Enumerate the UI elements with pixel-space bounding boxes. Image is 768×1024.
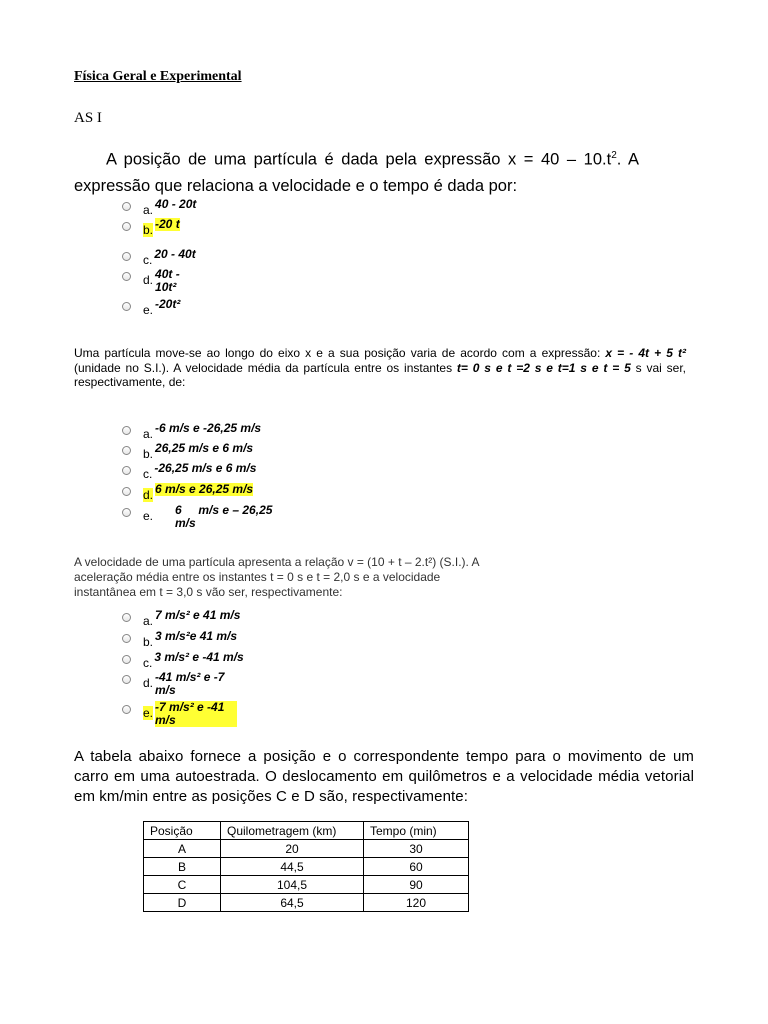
- option-letter: b.: [143, 447, 154, 461]
- option-letter: c.: [143, 656, 153, 670]
- option-text: 26,25 m/s e 6 m/s: [155, 441, 254, 455]
- option-letter: d.: [143, 273, 154, 287]
- q1-option-d[interactable]: [122, 268, 189, 294]
- table-row: [144, 840, 469, 858]
- table-header-row: [144, 822, 469, 840]
- q3-option-c[interactable]: [122, 651, 244, 670]
- option-text: 6 m/s e – 26,25 m/s: [175, 503, 276, 530]
- option-text: 20 - 40t: [154, 247, 196, 261]
- radio-button[interactable]: [122, 272, 131, 281]
- option-letter: e.: [143, 509, 154, 523]
- table-cell: 90: [364, 876, 469, 894]
- radio-button[interactable]: [122, 252, 131, 261]
- question-4-text: A tabela abaixo fornece a posição e o correspondente tempo para o movimento de um carro em uma autoestrada. O deslocamento em quilômetros e a velocidade média vetorial em km/min entre as posições C e D são, respectivamente:: [74, 748, 694, 805]
- radio-button[interactable]: [122, 634, 131, 643]
- q1-option-b[interactable]: [122, 218, 180, 237]
- q2-instants: t= 0 s e t =2 s e t=1 s e t = 5: [456, 360, 631, 375]
- q1-line1: A posição de uma partícula é dada pela expressão x = 40 – 10.t: [106, 150, 612, 169]
- radio-button[interactable]: [122, 613, 131, 622]
- radio-button[interactable]: [122, 487, 131, 496]
- option-text: 7 m/s² e 41 m/s: [155, 608, 241, 622]
- q2-formula: x = - 4t + 5 t²: [605, 346, 686, 360]
- q2-option-e[interactable]: [122, 504, 287, 530]
- table-cell: 120: [364, 894, 469, 912]
- radio-button[interactable]: [122, 508, 131, 517]
- table-cell: C: [144, 876, 221, 894]
- question-3-text: A velocidade de uma partícula apresenta a relação v = (10 + t – 2.t²) (S.I.). A aceleração média entre os instantes t = 0 s e t = 2,0 s e a velocidade instantânea em t = 3,0 s vão ser, respectivamente:: [74, 555, 479, 599]
- table-row: [144, 858, 469, 876]
- option-letter: a.: [143, 427, 154, 441]
- option-letter: c.: [143, 467, 153, 481]
- q3-option-b[interactable]: [122, 630, 237, 649]
- table-row: [144, 894, 469, 912]
- radio-button[interactable]: [122, 655, 131, 664]
- table-cell: D: [144, 894, 221, 912]
- option-letter: c.: [143, 253, 153, 267]
- option-letter: e.: [143, 303, 154, 317]
- option-text: 6 m/s e 26,25 m/s: [155, 482, 254, 496]
- option-letter: a.: [143, 203, 154, 217]
- q1-option-e[interactable]: [122, 298, 180, 317]
- table-cell: 104,5: [221, 876, 364, 894]
- q2-part1: Uma partícula move-se ao longo do eixo x e a sua posição varia de acordo com a expressão:: [74, 346, 606, 360]
- radio-button[interactable]: [122, 202, 131, 211]
- option-text: -26,25 m/s e 6 m/s: [154, 461, 257, 475]
- table-cell: 64,5: [221, 894, 364, 912]
- option-letter: b.: [143, 223, 154, 237]
- radio-button[interactable]: [122, 426, 131, 435]
- option-text: -20t²: [155, 297, 181, 311]
- q2-option-c[interactable]: [122, 462, 256, 481]
- q1-line1-suffix: . A: [616, 150, 639, 169]
- q1-exponent: 2: [611, 150, 617, 161]
- option-letter: d.: [143, 488, 154, 502]
- position-time-table: [143, 821, 469, 912]
- table-cell: A: [144, 840, 221, 858]
- table-cell: B: [144, 858, 221, 876]
- radio-button[interactable]: [122, 675, 131, 684]
- option-text: 40 - 20t: [155, 197, 197, 211]
- option-letter: a.: [143, 614, 154, 628]
- q2-option-a[interactable]: [122, 422, 261, 441]
- option-text: -6 m/s e -26,25 m/s: [155, 421, 262, 435]
- q3-option-a[interactable]: [122, 609, 240, 628]
- table-cell: 44,5: [221, 858, 364, 876]
- question-1-text: [74, 143, 639, 199]
- option-text: 3 m/s²e 41 m/s: [155, 629, 238, 643]
- radio-button[interactable]: [122, 705, 131, 714]
- table-row: [144, 876, 469, 894]
- table-cell: 30: [364, 840, 469, 858]
- table-cell: 20: [221, 840, 364, 858]
- radio-button[interactable]: [122, 222, 131, 231]
- option-letter: d.: [143, 676, 154, 690]
- option-letter: e.: [143, 706, 154, 720]
- option-letter: b.: [143, 635, 154, 649]
- q2-option-b[interactable]: [122, 442, 253, 461]
- q2-part2: (unidade no S.I.). A velocidade média da partícula entre os instantes: [74, 360, 457, 375]
- option-text: -20 t: [155, 217, 180, 231]
- q2-option-d[interactable]: [122, 483, 253, 502]
- q3-option-e[interactable]: [122, 701, 237, 727]
- question-2-text: [74, 346, 686, 390]
- q2-part3: s vai ser, respectivamente, de:: [74, 360, 686, 389]
- option-text: 40t - 10t²: [155, 267, 180, 294]
- q1-option-c[interactable]: [122, 248, 196, 267]
- radio-button[interactable]: [122, 446, 131, 455]
- table-cell: 60: [364, 858, 469, 876]
- section-label: AS I: [74, 110, 102, 126]
- table-header-cell: Tempo (min): [364, 822, 469, 840]
- q1-option-a[interactable]: [122, 198, 196, 217]
- radio-button[interactable]: [122, 466, 131, 475]
- document-title: Física Geral e Experimental: [74, 69, 242, 84]
- option-text: -41 m/s² e -7 m/s: [155, 670, 225, 697]
- q3-option-d[interactable]: [122, 671, 237, 697]
- option-text: 3 m/s² e -41 m/s: [154, 650, 244, 664]
- radio-button[interactable]: [122, 302, 131, 311]
- table-header-cell: Posição: [144, 822, 221, 840]
- table-header-cell: Quilometragem (km): [221, 822, 364, 840]
- q1-line2: expressão que relaciona a velocidade e o tempo é dada por:: [74, 176, 518, 195]
- option-text: -7 m/s² e -41 m/s: [155, 701, 237, 727]
